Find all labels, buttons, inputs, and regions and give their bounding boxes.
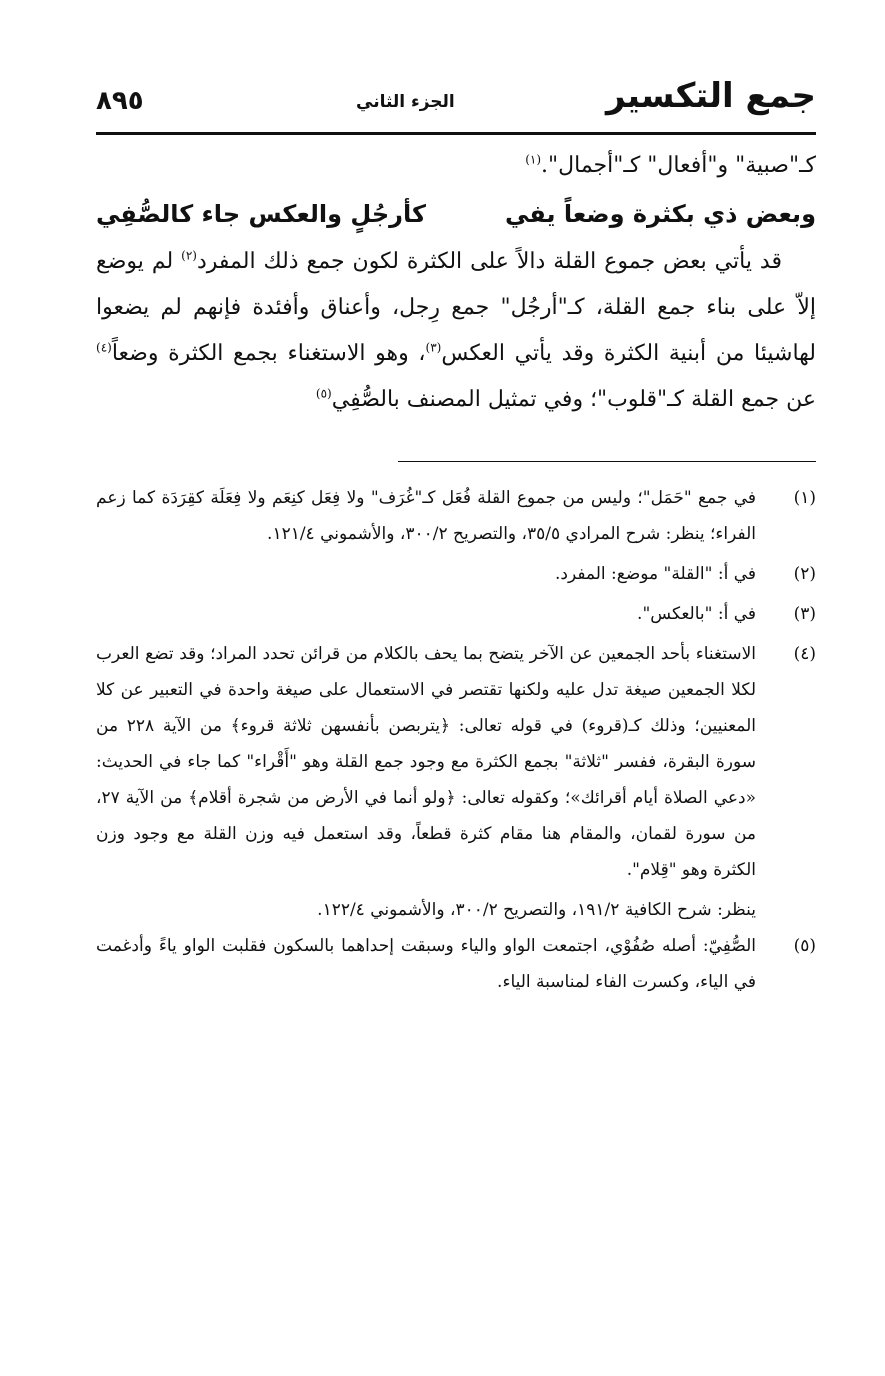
footnote-number: (٥) [793,936,816,956]
page-number: ٨٩٥ [96,86,144,116]
footnote-separator [398,461,816,462]
footnote-3 [96,596,816,632]
footnote-4-references: ينظر: شرح الكافية ١٩١/٢، والتصريح ٣٠٠/٢، والأشموني ١٢٢/٤. [317,900,756,920]
footnote-text: في جمع "حَمَل"؛ وليس من جموع القلة فُعَل كـ"غُرَف" ولا فِعَل كنِعَم ولا فِعَلَة كقِرَدَة كما زعم الفراء؛ ينظر: شرح المرادي ٣٥/٥، والتصريح ٣٠٠/٢، والأشموني ١٢١/٤. [96,488,756,544]
paragraph-part-a: قد يأتي بعض جموع القلة دالاً على الكثرة لكون جمع ذلك المفرد [196,249,782,274]
footnote-ref-1: (١) [525,152,542,167]
footnote-ref-2: (٢) [181,248,197,263]
footnote-number: (٤) [793,644,816,664]
document-page [96,70,816,1004]
paragraph-part-b: لم يوضع إلاّ على بناء جمع القلة، كـ"أرجُل" جمع رِجل، وأعناق وأفئدة فإنهم لم يضعوا لهاشيئا من أبنية الكثرة وقد يأتي العكس [96,249,816,366]
commentary-paragraph [96,239,816,423]
footnote-text: في أ: "بالعكس". [637,604,756,624]
verse-second-hemistich: كأرجُلٍ والعكس جاء كالصُّفِي [96,200,426,228]
footnote-text: الصُّفِيّ: أصله صُفُوْي، اجتمعت الواو والياء وسبقت إحداهما بالسكون فقلبت الواو ياءً وأدغمت في الياء، وكسرت الفاء لمناسبة الياء. [96,936,756,992]
footnote-1 [96,480,816,552]
main-text [96,143,816,423]
verse-line [96,189,816,239]
footnote-number: (٢) [793,564,816,584]
opening-line [96,143,816,189]
footnote-text: الاستغناء بأحد الجمعين عن الآخر يتضح بما يحف بالكلام من قرائن تحدد المراد؛ وقد تضع العرب لكلا الجمعين صيغة تدل عليه ولكنها تقتصر في الاستعمال على صيغة واحدة في التعبير عن كلا المعنيين؛ وذلك كـ(قروء) في قوله تعالى: ﴿يتربصن بأنفسهن ثلاثة قروء﴾ من الآية ٢٢٨ من سورة البقرة، ففسر "ثلاثة" بجمع الكثرة مع وجود جمع القلة وهو "أَقْراء" كما جاء في الحديث: «دعي الصلاة أيام أقرائك»؛ وكقوله تعالى: ﴿ولو أنما في الأرض من شجرة أقلام﴾ من الآية ٢٧، من سورة لقمان، والمقام هنا مقام كثرة قطعاً، وقد استعمل فيه وزن القلة مع وجود وزن الكثرة وهو "قِلام". [96,644,757,880]
footnote-5 [96,928,816,1000]
part-label: الجزء الثاني [356,92,455,112]
footnote-number: (٣) [793,604,816,624]
footnote-4 [96,636,816,888]
paragraph-part-d: عن جمع القلة كـ"قلوب"؛ وفي تمثيل المصنف بالصُّفِي [331,387,816,412]
footnote-text: في أ: "القلة" موضع: المفرد. [554,564,756,584]
footnote-ref-4: (٤) [96,340,112,355]
footnote-ref-3: (٣) [425,340,442,355]
page-header [96,70,816,135]
paragraph-part-c: ، وهو الاستغناء بجمع الكثرة وضعاً [111,341,426,366]
footnote-number: (١) [793,488,816,508]
footnote-2 [96,556,816,592]
chapter-title: جمع التكسير [605,76,816,116]
opening-line-text: كـ"صبية" و"أفعال" كـ"أجمال". [541,153,816,178]
footnotes [96,480,816,1000]
footnote-ref-5: (٥) [315,386,332,401]
verse-first-hemistich: وبعض ذي بكثرة وضعاً يفي [504,200,816,228]
